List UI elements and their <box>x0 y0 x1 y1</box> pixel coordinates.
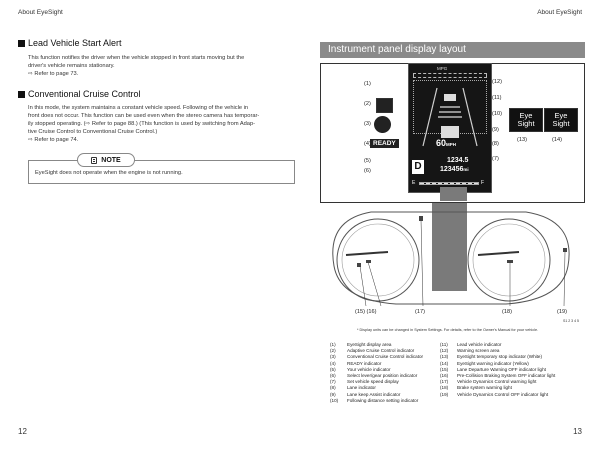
zoom-connector <box>440 187 467 201</box>
callout-3: (3) <box>364 121 371 127</box>
legend-item: (8) Lane indicator <box>330 385 376 391</box>
legend-item: (13) EyeSight temporary stop indicator (White) <box>440 354 543 360</box>
running-header-right: About EyeSight <box>537 9 582 16</box>
eyesight-warning-icon: Eye Sight <box>544 108 578 132</box>
fuel-full-label: F <box>481 180 485 186</box>
callout-13: (13) <box>517 137 527 143</box>
page-reference: ⇨ Refer to page 74. <box>28 137 79 143</box>
legend-item: (15) Lane Departure Warning OFF indicator light <box>440 366 546 372</box>
legend-item: (16) Pre-Collision Braking System OFF indicator light <box>440 373 556 379</box>
gear-indicator: D <box>412 160 424 174</box>
legend-item: (5) Your vehicle indicator <box>330 366 391 372</box>
legend-item: (12) Warning screen area <box>440 348 500 354</box>
tachometer-needle <box>478 252 519 255</box>
callout-8: (8) <box>492 141 499 147</box>
instrument-cluster-drawing <box>326 200 576 315</box>
ready-indicator: READY <box>370 139 399 148</box>
speedometer-gauge <box>337 219 419 301</box>
pre-collision-off-icon <box>366 260 371 263</box>
page-number-left: 12 <box>18 427 27 436</box>
section-title-conventional-cruise: Conventional Cruise Control <box>18 89 141 99</box>
legend-item: (2) Adaptive Cruise Control indicator <box>330 348 415 354</box>
lane-departure-off-icon <box>357 263 361 267</box>
fuel-gauge <box>419 182 479 185</box>
legend-left <box>330 342 442 404</box>
mpg-bar <box>413 73 487 78</box>
section-body-lead-vehicle: This function notifies the driver when the vehicle stopped in front starts moving but the driver's vehicle remains stationary. ⇨ Refer to page 73. <box>28 54 290 78</box>
callout-17: (17) <box>415 309 425 315</box>
left-lane-line <box>423 88 437 146</box>
callout-2: (2) <box>364 101 371 107</box>
page-reference: ⇨ Refer to page 73. <box>28 71 79 77</box>
running-header-left: About EyeSight <box>18 9 63 16</box>
conventional-cruise-icon <box>374 116 391 133</box>
callout-15-16: (15) (16) <box>355 309 377 315</box>
legend-item: (19) Vehicle Dynamics Control OFF indicator light <box>440 391 549 397</box>
legend-item: (9) Lane keep Assist indicator <box>330 391 401 397</box>
multi-info-display <box>408 63 492 193</box>
vdc-off-icon <box>563 248 567 252</box>
square-bullet-icon <box>18 40 25 47</box>
section-title-lead-vehicle: Lead Vehicle Start Alert <box>18 38 122 48</box>
legend-item: (18) Brake system warning light <box>440 385 512 391</box>
legend-item: (7) Set vehicle speed display <box>330 379 399 385</box>
figure-code: S1 2 3 4 5 <box>563 319 579 323</box>
adaptive-cruise-icon <box>376 98 393 113</box>
following-distance-bars <box>438 107 462 117</box>
callout-14: (14) <box>552 137 562 143</box>
display-footnote: * Display units can be changed in System Settings. For details, refer to the Owner's Manual for your vehicle. <box>357 328 539 332</box>
square-bullet-icon <box>18 91 25 98</box>
lead-vehicle-icon <box>444 94 456 101</box>
note-text: EyeSight does not operate when the engine is not running. <box>35 170 183 176</box>
your-vehicle-icon <box>441 126 459 138</box>
eyesight-temporary-stop-icon: Eye Sight <box>509 108 543 132</box>
legend-item: (14) EyeSight warning indicator (Yellow) <box>440 360 529 366</box>
callout-5: (5) <box>364 158 371 164</box>
callout-12: (12) <box>492 79 502 85</box>
legend-item: (3) Conventional Cruise Control indicator <box>330 354 424 360</box>
callout-9: (9) <box>492 127 499 133</box>
legend-item: (17) Vehicle Dynamics Control warning light <box>440 379 537 385</box>
speedometer-needle <box>346 252 388 255</box>
callout-10: (10) <box>492 111 502 117</box>
set-speed-value: 60MPH <box>436 138 457 148</box>
callout-18: (18) <box>502 309 512 315</box>
callout-11: (11) <box>492 95 502 101</box>
odometer-value: 1234.5 <box>447 157 469 164</box>
cluster-outline <box>333 212 569 304</box>
callout-19: (19) <box>557 309 567 315</box>
fuel-empty-label: E <box>412 180 416 186</box>
callout-1: (1) <box>364 81 371 87</box>
panel-section-title: Instrument panel display layout <box>320 42 585 58</box>
callout-4: (4) <box>364 141 371 147</box>
legend-item: (4) READY indicator <box>330 360 382 366</box>
legend-item: (11) Lead vehicle indicator <box>440 342 502 347</box>
legend-right <box>440 342 590 398</box>
note-label: NOTE <box>77 153 135 167</box>
trip-value: 123456mi <box>440 166 469 173</box>
note-icon <box>91 157 97 164</box>
page-number-right: 13 <box>573 427 582 436</box>
right-lane-line <box>463 88 477 146</box>
callout-6: (6) <box>364 168 371 174</box>
section-body-conventional-cruise: In this mode, the system maintains a constant vehicle speed. Following of the vehicle in front does not occur. This function can be used even when the stereo camera has temporar- ily stopped operating. (⇨ Refer to page 88.) (This function is used by switching from Adap- tive Cruise Control to Conventional Cruise Control.) ⇨ Refer to page 74. <box>28 104 290 144</box>
legend-item: (1) EyeSight display area <box>330 342 392 347</box>
callout-7: (7) <box>492 156 499 162</box>
legend-item: (10) Following distance setting indicator <box>330 397 419 403</box>
mpg-label: MPG <box>437 66 448 71</box>
legend-item: (6) Select lever/gear position indicator <box>330 373 418 379</box>
